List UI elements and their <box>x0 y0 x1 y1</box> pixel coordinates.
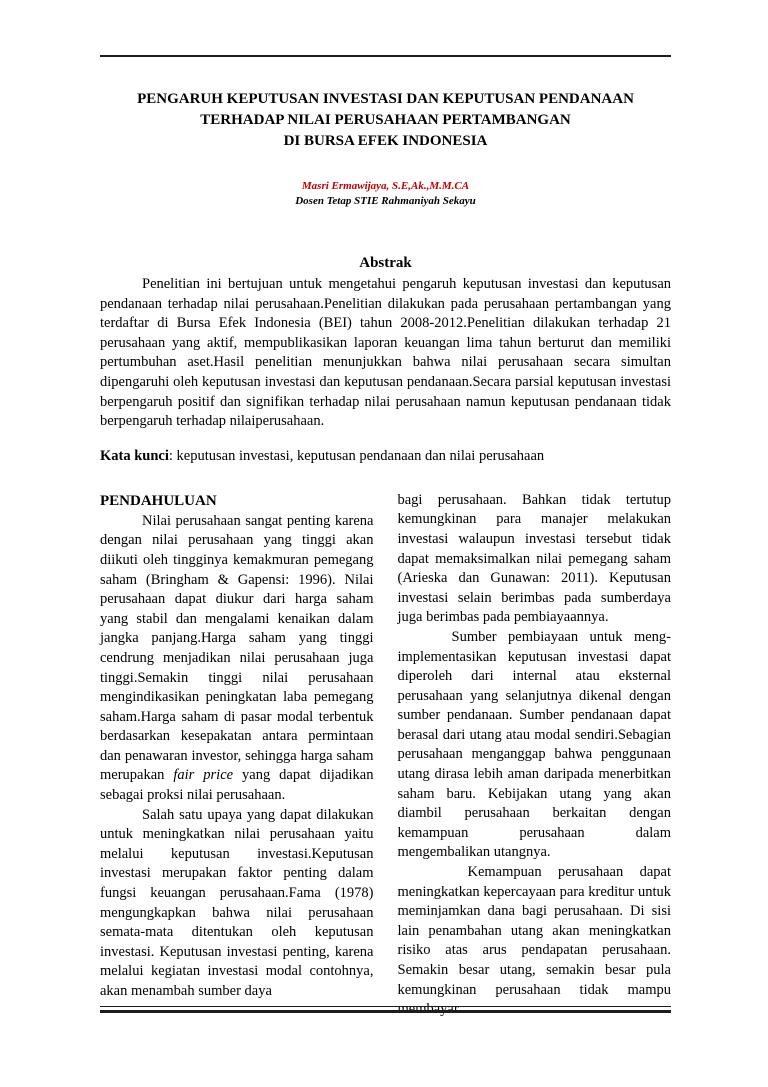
abstract-text: Penelitian ini bertujuan untuk mengetahui pengaruh keputusan investasi dan keputusan pendanaan terhadap nilai perusahaan.Penelitian dilakukan pada perusahaan pertambangan yang terdaftar di Bursa Efek Indonesia (BEI) tahun 2008-2012.Penelitian dilakukan terhadap 21 perusahaan yang aktif, mempublikasikan laporan keuangan lima tahun berturut dan memiliki pertumbuhan aset.Hasil penelitian menunjukkan bahwa nilai perusahaan secara simultan dipengaruhi oleh keputusan investasi dan keputusan pendanaan.Secara parsial keputusan investasi berpengaruh positif dan signifikan terhadap nilai perusahaan namun keputusan pendanaan tidak berpengaruh terhadap nilaiperusahaan. <box>100 276 671 430</box>
author-block <box>100 179 671 209</box>
footer-rule-thin <box>100 1006 671 1007</box>
keywords-label: Kata kunci <box>100 447 169 464</box>
paragraph-1 <box>100 512 374 806</box>
title-line: TERHADAP NILAI PERUSAHAAN PERTAMBANGAN <box>200 112 571 128</box>
italic-term-fair-price: fair price <box>173 767 234 784</box>
page-content <box>100 55 671 1020</box>
abstract-heading: Abstrak <box>359 255 412 271</box>
keywords-line <box>100 447 671 466</box>
paragraph-1-text-end: yang dapat dijadikan sebagai proksi nilai perusahaan. <box>100 767 374 804</box>
paragraph-5: Kemampuan perusahaan dapat meningkatkan kepercayaan para kreditur untuk meminjamkan dana bagi perusahaan. Di sisi lain penambahan utang akan meningkatkan risiko atas arus pendapatan perusahaan. Semakin besar utang, semakin besar pula kemungkinan perusahaan tidak mampu membayar <box>397 864 671 1018</box>
paragraph-2: Salah satu upaya yang dapat dilakukan untuk meningkatkan nilai perusahaan yaitu melalui keputusan investasi.Keputusan investasi merupakan faktor penting dalam fungsi keuangan perusahaan.Fama (1978) mengungkapkan bahwa nilai perusahaan semata-mata ditentukan oleh keputusan investasi. Keputusan investasi penting, karena melalui kegiatan investasi modal contohnya, akan menambah sumber daya <box>100 806 374 999</box>
two-column-body <box>100 491 671 1020</box>
paragraph-4: Sumber pembiayaan untuk meng-implementasikan keputusan investasi dapat diperoleh dari internal atau eksternal perusahaan yang selanjutnya dikenal dengan sumber pendanaan. Sumber pendanaan dapat berasal dari utang atau modal sendiri.Sebagian perusahaan menganggap bahwa penggunaan utang dirasa lebih aman daripada menerbitkan saham baru. Kebijakan utang yang akan diambil perusahaan berkaitan dengan kemampuan perusahaan dalam mengembalikan utangnya. <box>397 628 671 861</box>
paragraph-3: bagi perusahaan. Bahkan tidak tertutup kemungkinan para manajer melakukan investasi walaupun investasi tersebut tidak dapat memaksimalkan nilai pemegang saham (Arieska dan Gunawan: 2011). Keputusan investasi selain berimbas pada sumberdaya juga berimbas pada pembiayaannya. <box>397 491 671 626</box>
left-column <box>100 491 374 1020</box>
author-name: Masri Ermawijaya, S.E,Ak.,M.M.CA <box>301 180 470 192</box>
title-line: PENGARUH KEPUTUSAN INVESTASI DAN KEPUTUSAN PENDANAAN <box>137 91 634 107</box>
title-line: DI BURSA EFEK INDONESIA <box>283 133 488 149</box>
footer-rule <box>100 1006 671 1013</box>
keywords-text: : keputusan investasi, keputusan pendanaan dan nilai perusahaan <box>168 447 545 464</box>
paragraph-1-text: Nilai perusahaan sangat penting karena dengan nilai perusahaan yang tinggi akan diikuti oleh tingginya kemakmuran pemegang saham (Bringham & Gapensi: 1996). Nilai perusahaan dapat diukur dari harga saham yang stabil dan mengalami kenaikan dalam jangka panjang.Harga saham yang tinggi cendrung menjadikan nilai perusahaan juga tinggi.Semakin tinggi nilai perusahaan mengindikasikan peningkatan laba pemegang saham.Harga saham di pasar modal terbentuk berdasarkan kesepakatan antara permintaan dan penawaran investor, sehingga harga saham merupakan <box>100 512 374 784</box>
footer-rule-thick <box>100 1010 671 1013</box>
author-affiliation: Dosen Tetap STIE Rahmaniyah Sekayu <box>295 195 476 207</box>
right-column <box>398 491 672 1020</box>
paper-title <box>100 89 671 152</box>
section-heading-pendahuluan: PENDAHULUAN <box>100 492 217 509</box>
